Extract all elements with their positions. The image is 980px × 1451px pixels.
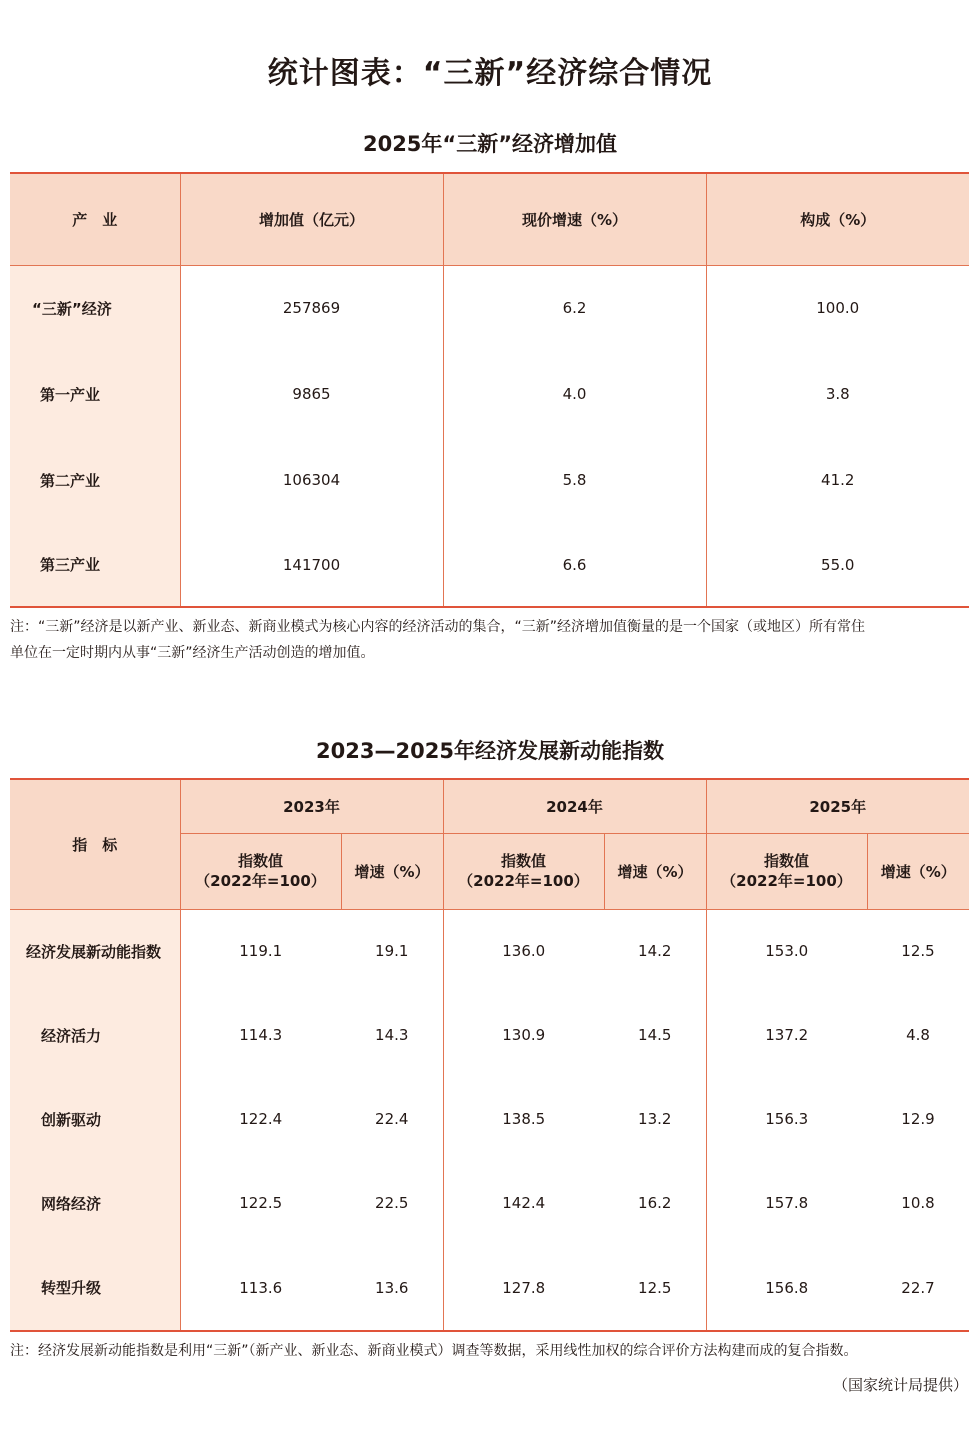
cell-growth-2023: 13.6	[375, 1278, 409, 1297]
momentum-index-table	[10, 778, 969, 1332]
cell-index-2024: 142.4	[443, 1161, 604, 1245]
cell-index-2024: 127.8	[443, 1245, 604, 1331]
table-row	[10, 1077, 969, 1161]
cell-index-2024: 138.5	[443, 1077, 604, 1161]
cell-composition: 41.2	[706, 437, 969, 523]
row-label: “三新”经济	[10, 265, 180, 351]
cell-composition: 100.0	[706, 265, 969, 351]
cell-index-2023: 113.6	[180, 1245, 341, 1331]
table-row	[10, 351, 969, 437]
cell-index-2023: 114.3	[180, 993, 341, 1077]
header-composition: 构成（%）	[706, 173, 969, 265]
row-label: 经济活力	[10, 993, 180, 1077]
cell-index-2024: 130.9	[443, 993, 604, 1077]
table-row	[10, 265, 969, 351]
cell-growth: 6.6	[443, 523, 706, 607]
cell-index-2025: 137.2	[706, 993, 867, 1077]
cell-index-2025: 157.8	[706, 1161, 867, 1245]
table1-note-line1: 注：“三新”经济是以新产业、新业态、新商业模式为核心内容的经济活动的集合，“三新”经济增加值衡量的是一个国家（或地区）所有常住	[10, 619, 866, 635]
cell-growth-2025: 4.8	[906, 1026, 930, 1044]
table-row	[10, 437, 969, 523]
cell-value: 257869	[180, 265, 443, 351]
table-row	[10, 909, 969, 993]
header-year-2024: 2024年	[443, 779, 706, 833]
page-title: 统计图表：“三新”经济综合情况	[267, 56, 713, 91]
cell-growth-2023: 22.5	[375, 1194, 409, 1212]
header-industry: 产 业	[10, 173, 180, 265]
cell-composition: 55.0	[706, 523, 969, 607]
cell-growth: 4.0	[443, 351, 706, 437]
header-growth-rate: 增速（%）	[604, 833, 706, 909]
row-label: 第三产业	[10, 523, 180, 607]
cell-composition: 3.8	[706, 351, 969, 437]
header-index-value: 指数值 （2022年=100）	[180, 833, 341, 909]
cell-index-2025: 156.3	[706, 1077, 867, 1161]
cell-growth-2025: 10.8	[901, 1194, 935, 1212]
cell-growth-2023: 19.1	[375, 942, 409, 961]
table1-note-line2: 单位在一定时期内从事“三新”经济生产活动创造的增加值。	[10, 645, 375, 661]
table-row	[10, 1161, 969, 1245]
cell-index-2025: 153.0	[706, 909, 867, 993]
table2-title: 2023—2025年经济发展新动能指数	[316, 739, 664, 763]
cell-index-2024: 136.0	[443, 909, 604, 993]
header-value-added: 增加值（亿元）	[180, 173, 443, 265]
cell-index-2023: 122.4	[180, 1077, 341, 1161]
row-label: 第一产业	[10, 351, 180, 437]
header-year-2023: 2023年	[180, 779, 443, 833]
cell-value: 141700	[180, 523, 443, 607]
cell-growth-2024: 14.5	[638, 1026, 672, 1044]
cell-growth-2023: 22.4	[375, 1110, 409, 1128]
row-label: 第二产业	[10, 437, 180, 523]
cell-growth-2024: 13.2	[638, 1110, 672, 1128]
row-label: 转型升级	[10, 1245, 180, 1331]
table-row	[10, 1245, 969, 1331]
cell-value: 9865	[180, 351, 443, 437]
cell-index-2023: 119.1	[180, 909, 341, 993]
table1-title: 2025年“三新”经济增加值	[362, 132, 618, 156]
cell-growth-2025: 12.9	[901, 1110, 935, 1128]
cell-growth: 5.8	[443, 437, 706, 523]
cell-growth: 6.2	[443, 265, 706, 351]
table-row	[10, 523, 969, 607]
table1-note	[10, 614, 970, 666]
cell-growth-2024: 14.2	[638, 942, 672, 961]
header-growth-rate: 增速（%）	[867, 833, 969, 909]
header-year-2025: 2025年	[706, 779, 969, 833]
row-label: 创新驱动	[10, 1077, 180, 1161]
row-label: 经济发展新动能指数	[10, 909, 180, 993]
cell-index-2023: 122.5	[180, 1161, 341, 1245]
cell-growth-2023: 14.3	[375, 1026, 409, 1044]
cell-index-2025: 156.8	[706, 1245, 867, 1331]
table-row	[10, 993, 969, 1077]
header-index-value: 指数值 （2022年=100）	[443, 833, 604, 909]
value-added-table	[10, 172, 969, 608]
cell-growth-2024: 16.2	[638, 1194, 672, 1212]
header-index-value: 指数值 （2022年=100）	[706, 833, 867, 909]
row-label: 网络经济	[10, 1161, 180, 1245]
header-growth-rate: 增速（%）	[341, 833, 443, 909]
cell-growth-2025: 22.7	[901, 1278, 935, 1297]
cell-value: 106304	[180, 437, 443, 523]
cell-growth-2025: 12.5	[901, 942, 935, 961]
source-credit: （国家统计局提供）	[832, 1376, 968, 1394]
table2-note: 注：经济发展新动能指数是利用“三新”（新产业、新业态、新商业模式）调查等数据，采用线性加权的综合评价方法构建而成的复合指数。	[10, 1343, 858, 1359]
header-indicator: 指 标	[10, 779, 180, 909]
cell-growth-2024: 12.5	[638, 1278, 672, 1297]
header-growth: 现价增速（%）	[443, 173, 706, 265]
